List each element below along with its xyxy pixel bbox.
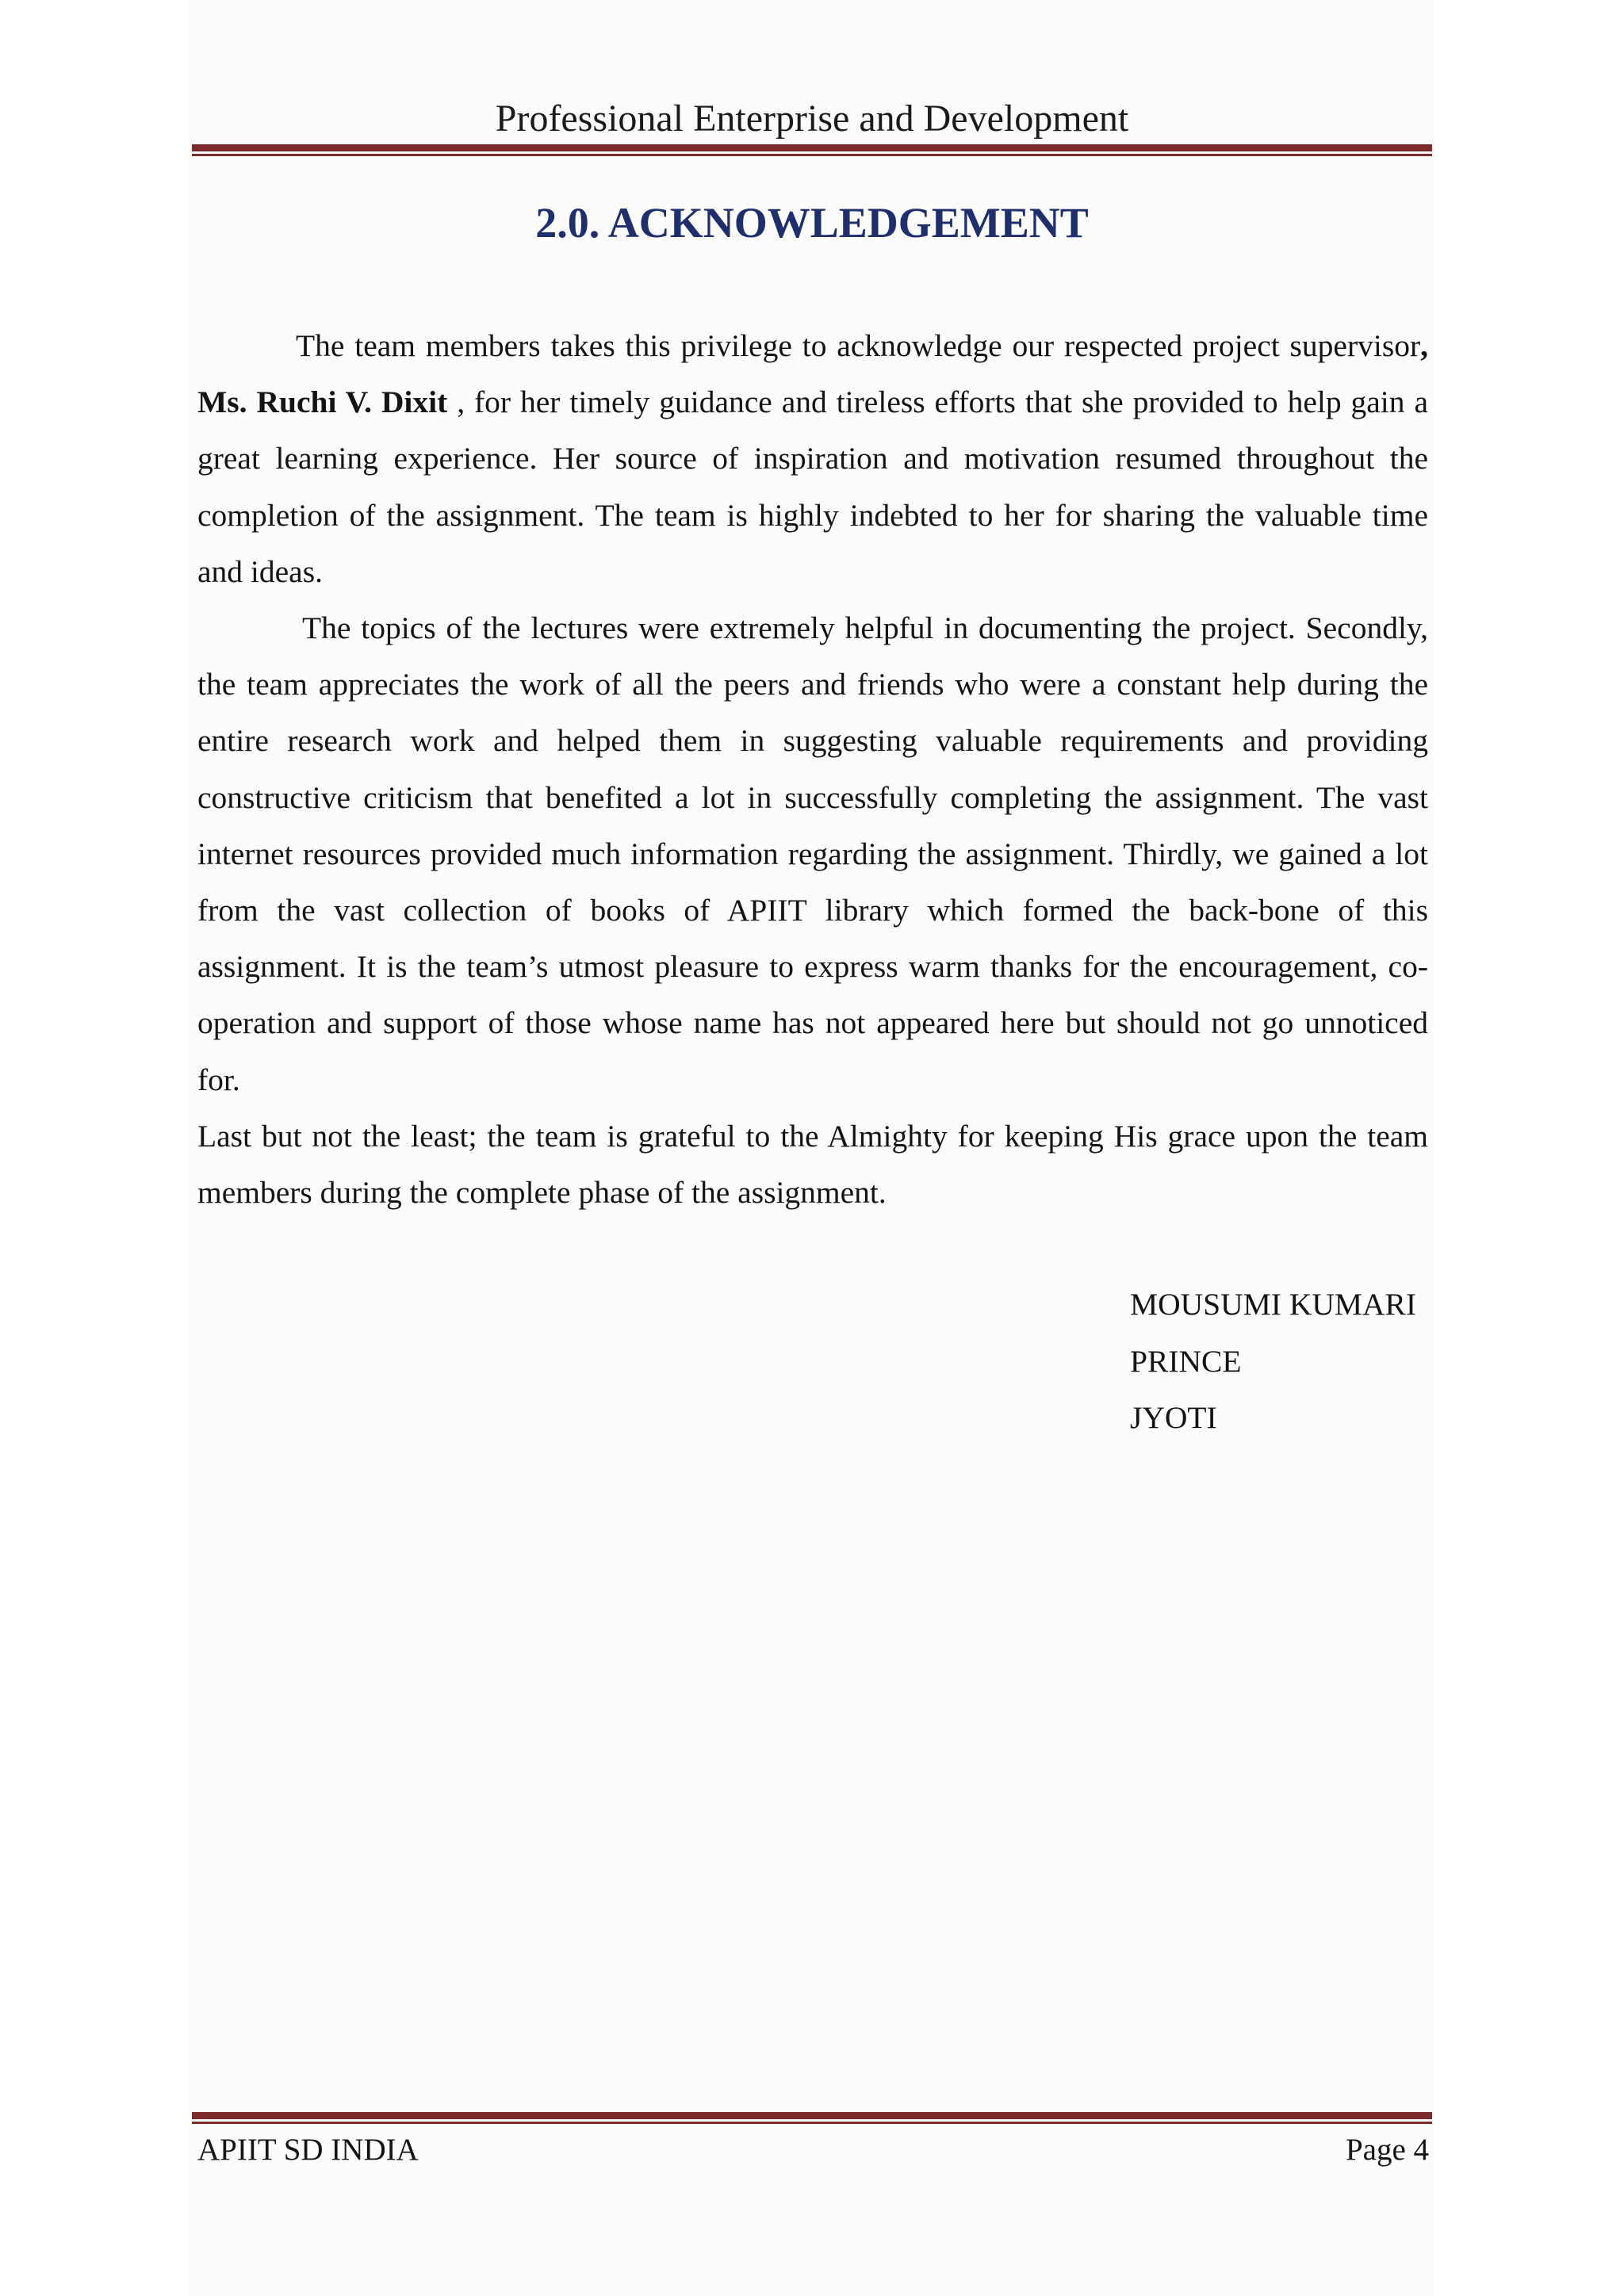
header-divider <box>192 144 1432 156</box>
footer-divider <box>192 2112 1432 2124</box>
paragraph-resources: The topics of the lectures were extremely helpful in documenting the project. Secondly, the team appreciates the work of all the peers and friends who were a constant help during the entire research work and helped them in suggesting valuable requirements and providing constructive criticism that benefited a lot in successfully completing the assignment. The vast internet resources provided much information regarding the assignment. Thirdly, we gained a lot from the vast collection of books of APIIT library which formed the back-bone of this assignment. It is the team’s utmost pleasure to express warm thanks for the encouragement, co-operation and support of those whose name has not appeared here but should not go unnoticed for. <box>197 610 1428 1097</box>
paragraph-supervisor-rest: , for her timely guidance and tireless efforts that she provided to help gain a great learning experience. Her source of inspiration and motivation resumed throughout the completion of the assignment. The team is highly indebted to her for sharing the valuable time and ideas. <box>197 385 1428 589</box>
signatory-name: MOUSUMI KUMARI <box>1130 1287 1417 1322</box>
paragraph-supervisor <box>197 318 1428 600</box>
paragraph-closing: Last but not the least; the team is grateful to the Almighty for keeping His grace upon the team members during the complete phase of the assignment. <box>197 1118 1428 1211</box>
signatory-name: JYOTI <box>1130 1400 1217 1435</box>
page-number: Page 4 <box>1345 2133 1429 2167</box>
acknowledgement-body <box>197 318 1428 1221</box>
signatory-name: PRINCE <box>1130 1343 1242 1379</box>
paragraph-supervisor-start: The team members takes this privilege to acknowledge our respected project supervisor <box>296 328 1421 363</box>
supervisor-name: , Ms. Ruchi V. Dixit <box>197 328 1428 420</box>
section-title: 2.0. ACKNOWLEDGEMENT <box>535 199 1089 247</box>
signatory-list <box>1130 1276 1416 1447</box>
footer-institution: APIIT SD INDIA <box>197 2133 419 2167</box>
running-header-title: Professional Enterprise and Development <box>495 98 1129 140</box>
